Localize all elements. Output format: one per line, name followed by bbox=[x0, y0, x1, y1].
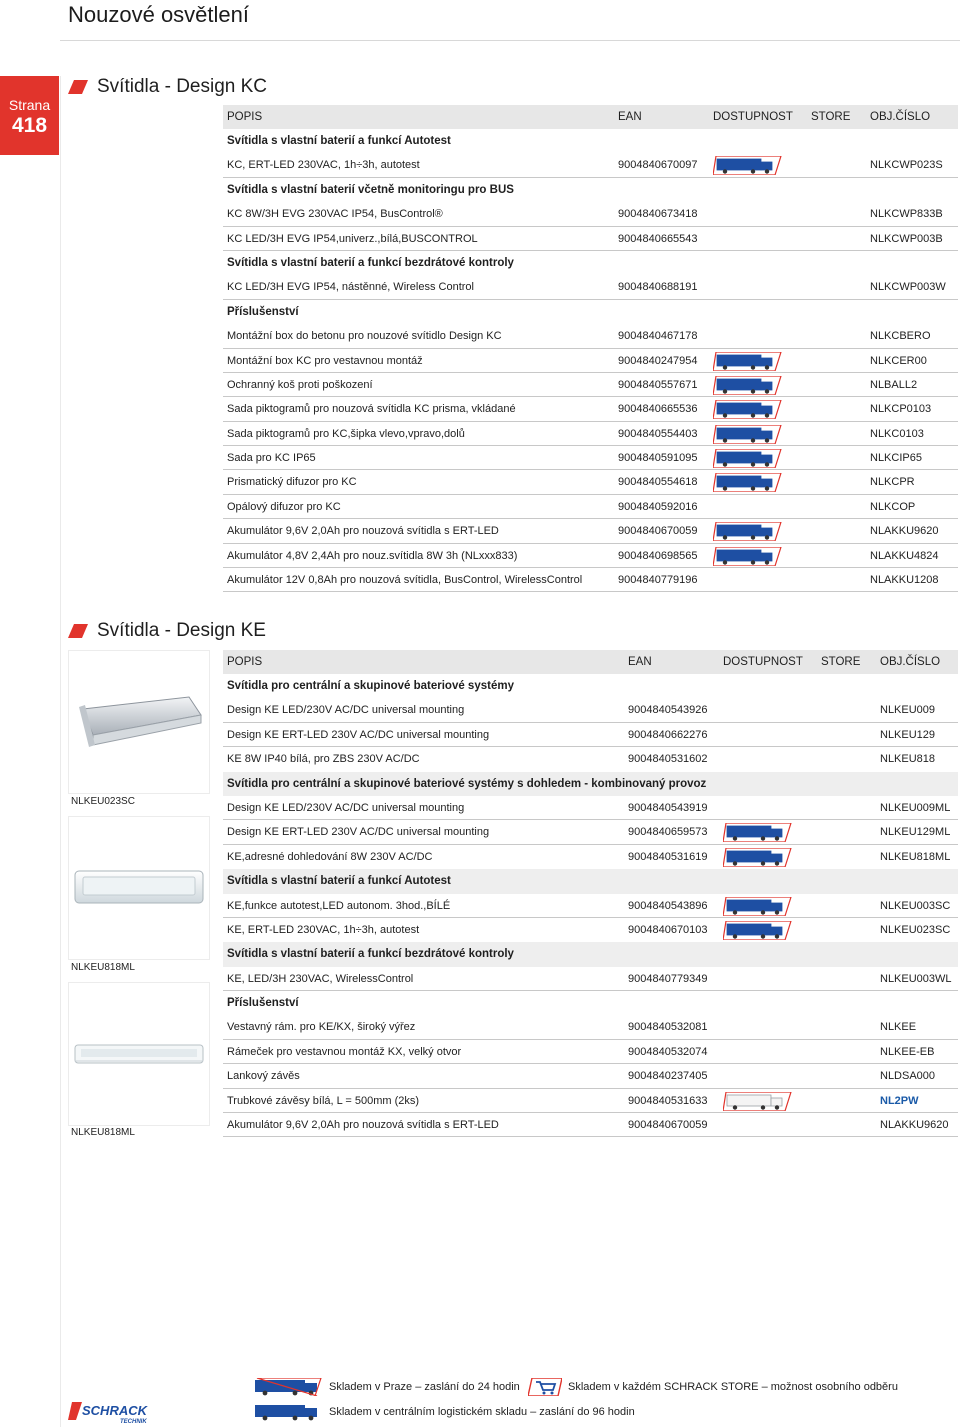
group-heading-text: Svítidla s vlastní baterií a funkcí bezdrátové kontroly bbox=[227, 948, 514, 961]
product-order-number: NLKCWP023S bbox=[870, 159, 943, 172]
legend-store-text: Skladem v každém SCHRACK STORE – možnost osobního odběru bbox=[568, 1381, 898, 1393]
product-description: KC LED/3H EVG IP54, nástěnné, Wireless Control bbox=[227, 281, 474, 294]
page-badge-number: 418 bbox=[11, 114, 48, 137]
availability-truck-icon bbox=[723, 848, 793, 867]
group-heading-text: Příslušenství bbox=[227, 305, 299, 318]
product-description: KE, ERT-LED 230VAC, 1h÷3h, autotest bbox=[227, 923, 420, 936]
product-description: Ochranný koš proti poškození bbox=[227, 378, 373, 391]
product-description: Trubkové závěsy bílá, L = 500mm (2ks) bbox=[227, 1094, 420, 1107]
product-ean: 9004840779349 bbox=[628, 972, 708, 985]
col-dostupnost: DOSTUPNOST bbox=[723, 656, 803, 668]
product-ean: 9004840532074 bbox=[628, 1045, 708, 1058]
product-order-number: NLKEU818ML bbox=[880, 850, 951, 863]
product-ean: 9004840532081 bbox=[628, 1021, 708, 1034]
ke-product-table bbox=[223, 650, 958, 1137]
table-row bbox=[223, 894, 958, 918]
product-ean: 9004840531633 bbox=[628, 1094, 708, 1107]
section-title-text: Svítidla - Design KE bbox=[97, 620, 266, 641]
product-ean: 9004840592016 bbox=[618, 500, 698, 513]
table-row bbox=[223, 845, 958, 869]
product-ean: 9004840543926 bbox=[628, 704, 708, 717]
product-ean: 9004840543896 bbox=[628, 899, 708, 912]
product-ean: 9004840591095 bbox=[618, 452, 698, 465]
col-obj-cislo: OBJ.ČÍSLO bbox=[880, 656, 941, 668]
product-order-number: NLAKKU4824 bbox=[870, 549, 939, 562]
product-order-number: NLKCWP003W bbox=[870, 281, 946, 294]
schrack-logo bbox=[68, 1402, 160, 1427]
table-row bbox=[223, 470, 958, 494]
availability-truck-icon bbox=[713, 400, 783, 419]
product-description: Design KE ERT-LED 230V AC/DC universal mounting bbox=[227, 728, 490, 741]
section-marker-icon bbox=[68, 80, 88, 94]
product-ean: 9004840670059 bbox=[628, 1119, 708, 1132]
section-title-kc bbox=[68, 76, 267, 98]
product-description: Sada piktogramů pro nouzová svítidla KC prisma, vkládané bbox=[227, 403, 516, 416]
group-heading-text: Svítidla s vlastní baterií a funkcí Autotest bbox=[227, 135, 451, 147]
product-description: KE,adresné dohledování 8W 230V AC/DC bbox=[227, 850, 433, 863]
table-header bbox=[223, 105, 958, 129]
product-description: Akumulátor 12V 0,8Ah pro nouzová svítidla, BusControl, WirelessControl bbox=[227, 574, 583, 587]
table-row bbox=[223, 422, 958, 446]
page-title: Nouzové osvětlení bbox=[68, 2, 249, 27]
product-order-number: NLAKKU1208 bbox=[870, 574, 939, 587]
legend-central-text: Skladem v centrálním logistickém skladu – zaslání do 96 hodin bbox=[329, 1406, 635, 1418]
product-ean: 9004840688191 bbox=[618, 281, 698, 294]
luminaire-image bbox=[69, 983, 209, 1125]
product-description: Design KE LED/230V AC/DC universal mounting bbox=[227, 704, 465, 717]
page-header bbox=[0, 0, 960, 44]
product-description: KE,funkce autotest,LED autonom. 3hod.,BÍLÉ bbox=[227, 899, 451, 912]
table-row bbox=[223, 153, 958, 177]
section-title-ke bbox=[68, 620, 266, 642]
group-heading-text: Svítidla s vlastní baterií a funkcí Autotest bbox=[227, 875, 451, 888]
table-row bbox=[223, 918, 958, 942]
product-description: Sada piktogramů pro KC,šipka vlevo,vpravo,dolů bbox=[227, 427, 465, 440]
product-order-number: NLKEU129ML bbox=[880, 826, 951, 839]
table-row bbox=[223, 373, 958, 397]
availability-truck-icon bbox=[723, 1092, 793, 1111]
product-order-number: NLKEU009 bbox=[880, 704, 936, 717]
product-description: Montážní box do betonu pro nouzové svítidlo Design KC bbox=[227, 330, 502, 343]
product-order-number: NLKCWP833B bbox=[870, 208, 943, 221]
product-order-number: NLKCER00 bbox=[870, 354, 927, 367]
table-row bbox=[223, 495, 958, 519]
table-row bbox=[223, 544, 958, 568]
product-description: Lankový závěs bbox=[227, 1070, 300, 1083]
logo-sub: TECHNIK bbox=[120, 1419, 147, 1424]
legend-store bbox=[528, 1378, 898, 1396]
product-ean: 9004840543919 bbox=[628, 801, 708, 814]
table-row bbox=[223, 1015, 958, 1039]
group-heading bbox=[223, 942, 958, 966]
product-order-number: NL2PW bbox=[880, 1094, 919, 1107]
col-dostupnost: DOSTUPNOST bbox=[713, 111, 793, 123]
product-photo-2 bbox=[68, 816, 210, 960]
product-description: Akumulátor 4,8V 2,4Ah pro nouz.svítidla 8W 3h (NLxxx833) bbox=[227, 549, 518, 562]
table-row bbox=[223, 723, 958, 747]
product-ean: 9004840698565 bbox=[618, 549, 698, 562]
table-row bbox=[223, 747, 958, 771]
truck-icon bbox=[255, 1403, 323, 1421]
availability-truck-icon bbox=[713, 352, 783, 371]
photo-label-1: NLKEU023SC bbox=[71, 796, 135, 807]
footer bbox=[0, 1370, 960, 1427]
product-ean: 9004840670097 bbox=[618, 159, 698, 172]
photo-label-2: NLKEU818ML bbox=[71, 962, 135, 973]
group-heading-text: Příslušenství bbox=[227, 997, 299, 1010]
group-heading-text: Svítidla pro centrální a skupinové bateriové systémy s dohledem - kombinovaný provoz bbox=[227, 777, 707, 790]
product-ean: 9004840670103 bbox=[628, 923, 708, 936]
product-ean: 9004840467178 bbox=[618, 330, 698, 343]
col-obj-cislo: OBJ.ČÍSLO bbox=[870, 111, 931, 123]
product-order-number: NLKCIP65 bbox=[870, 452, 922, 465]
product-order-number: NLKC0103 bbox=[870, 427, 924, 440]
product-photo-1 bbox=[68, 650, 210, 794]
truck-icon bbox=[255, 1378, 323, 1396]
product-description: Prismatický difuzor pro KC bbox=[227, 476, 357, 489]
product-description: KE, LED/3H 230VAC, WirelessControl bbox=[227, 972, 414, 985]
table-row bbox=[223, 202, 958, 226]
col-store: STORE bbox=[811, 111, 851, 123]
product-order-number: NLKCP0103 bbox=[870, 403, 932, 416]
group-heading-text: Svítidla s vlastní baterií včetně monitoringu pro BUS bbox=[227, 183, 514, 196]
col-popis: POPIS bbox=[227, 656, 263, 668]
logo-text: SCHRACK bbox=[82, 1403, 147, 1418]
product-description: Vestavný rám. pro KE/KX, široký výřez bbox=[227, 1021, 416, 1034]
product-ean: 9004840673418 bbox=[618, 208, 698, 221]
left-margin-line bbox=[60, 76, 61, 1427]
product-description: KC LED/3H EVG IP54,univerz.,bílá,BUSCONTROL bbox=[227, 232, 478, 245]
page-badge-label: Strana bbox=[8, 97, 51, 113]
luminaire-image bbox=[69, 651, 209, 793]
group-heading bbox=[223, 178, 958, 202]
group-heading-text: Svítidla s vlastní baterií a funkcí bezdrátové kontroly bbox=[227, 256, 514, 269]
availability-truck-icon bbox=[713, 425, 783, 444]
table-row bbox=[223, 1064, 958, 1088]
product-ean: 9004840554403 bbox=[618, 427, 698, 440]
group-heading bbox=[223, 300, 958, 324]
section-marker-icon bbox=[68, 624, 88, 638]
schrack-logo-mark bbox=[68, 1402, 160, 1424]
table-row bbox=[223, 397, 958, 421]
group-heading bbox=[223, 772, 958, 796]
legend-central bbox=[255, 1403, 635, 1421]
product-description: KE 8W IP40 bílá, pro ZBS 230V AC/DC bbox=[227, 753, 420, 766]
header-divider bbox=[60, 40, 960, 41]
product-order-number: NLKCBERO bbox=[870, 330, 931, 343]
col-store: STORE bbox=[821, 656, 861, 668]
product-order-number: NLKEE-EB bbox=[880, 1045, 935, 1058]
availability-truck-icon bbox=[713, 376, 783, 395]
product-ean: 9004840670059 bbox=[618, 525, 698, 538]
product-ean: 9004840247954 bbox=[618, 354, 698, 367]
page-number-badge bbox=[0, 76, 59, 155]
product-order-number: NLBALL2 bbox=[870, 378, 918, 391]
product-order-number: NLDSA000 bbox=[880, 1070, 936, 1083]
table-row bbox=[223, 227, 958, 251]
availability-truck-icon bbox=[713, 449, 783, 468]
product-order-number: NLKEU003SC bbox=[880, 899, 951, 912]
product-order-number: NLKEE bbox=[880, 1021, 917, 1034]
table-row bbox=[223, 519, 958, 543]
product-description: Montážní box KC pro vestavnou montáž bbox=[227, 354, 423, 367]
group-heading-text: Svítidla pro centrální a skupinové bateriové systémy bbox=[227, 680, 514, 692]
availability-truck-icon bbox=[713, 473, 783, 492]
legend-praha-text: Skladem v Praze – zaslání do 24 hodin bbox=[329, 1381, 520, 1393]
table-header bbox=[223, 650, 958, 674]
product-description: Rámeček pro vestavnou montáž KX, velký otvor bbox=[227, 1045, 462, 1058]
product-description: Sada pro KC IP65 bbox=[227, 452, 316, 465]
table-row bbox=[223, 275, 958, 299]
availability-truck-icon bbox=[723, 921, 793, 940]
table-row bbox=[223, 446, 958, 470]
col-popis: POPIS bbox=[227, 111, 263, 123]
product-description: KC, ERT-LED 230VAC, 1h÷3h, autotest bbox=[227, 159, 420, 172]
table-row bbox=[223, 967, 958, 991]
table-row bbox=[223, 324, 958, 348]
product-order-number: NLAKKU9620 bbox=[870, 525, 939, 538]
product-ean: 9004840665543 bbox=[618, 232, 698, 245]
table-row bbox=[223, 568, 958, 592]
product-ean: 9004840554618 bbox=[618, 476, 698, 489]
product-order-number: NLKCOP bbox=[870, 500, 916, 513]
product-order-number: NLAKKU9620 bbox=[880, 1119, 949, 1132]
product-order-number: NLKCWP003B bbox=[870, 232, 943, 245]
product-order-number: NLKEU003WL bbox=[880, 972, 952, 985]
store-cart-icon bbox=[528, 1378, 562, 1396]
table-row bbox=[223, 796, 958, 820]
product-ean: 9004840662276 bbox=[628, 728, 708, 741]
product-order-number: NLKEU023SC bbox=[880, 923, 951, 936]
product-ean: 9004840779196 bbox=[618, 574, 698, 587]
availability-truck-icon bbox=[713, 547, 783, 566]
group-heading bbox=[223, 991, 958, 1015]
product-ean: 9004840531619 bbox=[628, 850, 708, 863]
product-order-number: NLKEU129 bbox=[880, 728, 936, 741]
group-heading bbox=[223, 251, 958, 275]
product-ean: 9004840557671 bbox=[618, 378, 698, 391]
product-ean: 9004840531602 bbox=[628, 753, 708, 766]
product-ean: 9004840665536 bbox=[618, 403, 698, 416]
legend-praha bbox=[255, 1378, 520, 1396]
table-row bbox=[223, 349, 958, 373]
product-description: Design KE ERT-LED 230V AC/DC universal mounting bbox=[227, 826, 490, 839]
product-photo-3 bbox=[68, 982, 210, 1126]
group-heading bbox=[223, 674, 958, 698]
product-order-number: NLKEU818 bbox=[880, 753, 936, 766]
table-row bbox=[223, 1113, 958, 1137]
table-row bbox=[223, 820, 958, 844]
availability-truck-icon bbox=[723, 823, 793, 842]
product-order-number: NLKEU009ML bbox=[880, 801, 951, 814]
product-order-number: NLKCPR bbox=[870, 476, 915, 489]
col-ean: EAN bbox=[618, 111, 642, 123]
product-ean: 9004840659573 bbox=[628, 826, 708, 839]
availability-truck-icon bbox=[713, 156, 783, 175]
product-description: Akumulátor 9,6V 2,0Ah pro nouzová svítidla s ERT-LED bbox=[227, 1119, 499, 1132]
group-heading bbox=[223, 869, 958, 893]
product-description: Opálový difuzor pro KC bbox=[227, 500, 341, 513]
col-ean: EAN bbox=[628, 656, 652, 668]
table-row bbox=[223, 1040, 958, 1064]
luminaire-image bbox=[69, 817, 209, 959]
table-row bbox=[223, 1089, 958, 1113]
kc-product-table bbox=[223, 105, 958, 592]
product-description: KC 8W/3H EVG 230VAC IP54, BusControl® bbox=[227, 208, 443, 221]
group-heading bbox=[223, 129, 958, 153]
table-row bbox=[223, 698, 958, 722]
photo-label-3: NLKEU818ML bbox=[71, 1127, 135, 1138]
section-title-text: Svítidla - Design KC bbox=[97, 76, 268, 97]
product-description: Akumulátor 9,6V 2,0Ah pro nouzová svítidla s ERT-LED bbox=[227, 525, 499, 538]
product-description: Design KE LED/230V AC/DC universal mounting bbox=[227, 801, 465, 814]
availability-truck-icon bbox=[713, 522, 783, 541]
availability-truck-icon bbox=[723, 897, 793, 916]
product-ean: 9004840237405 bbox=[628, 1070, 708, 1083]
